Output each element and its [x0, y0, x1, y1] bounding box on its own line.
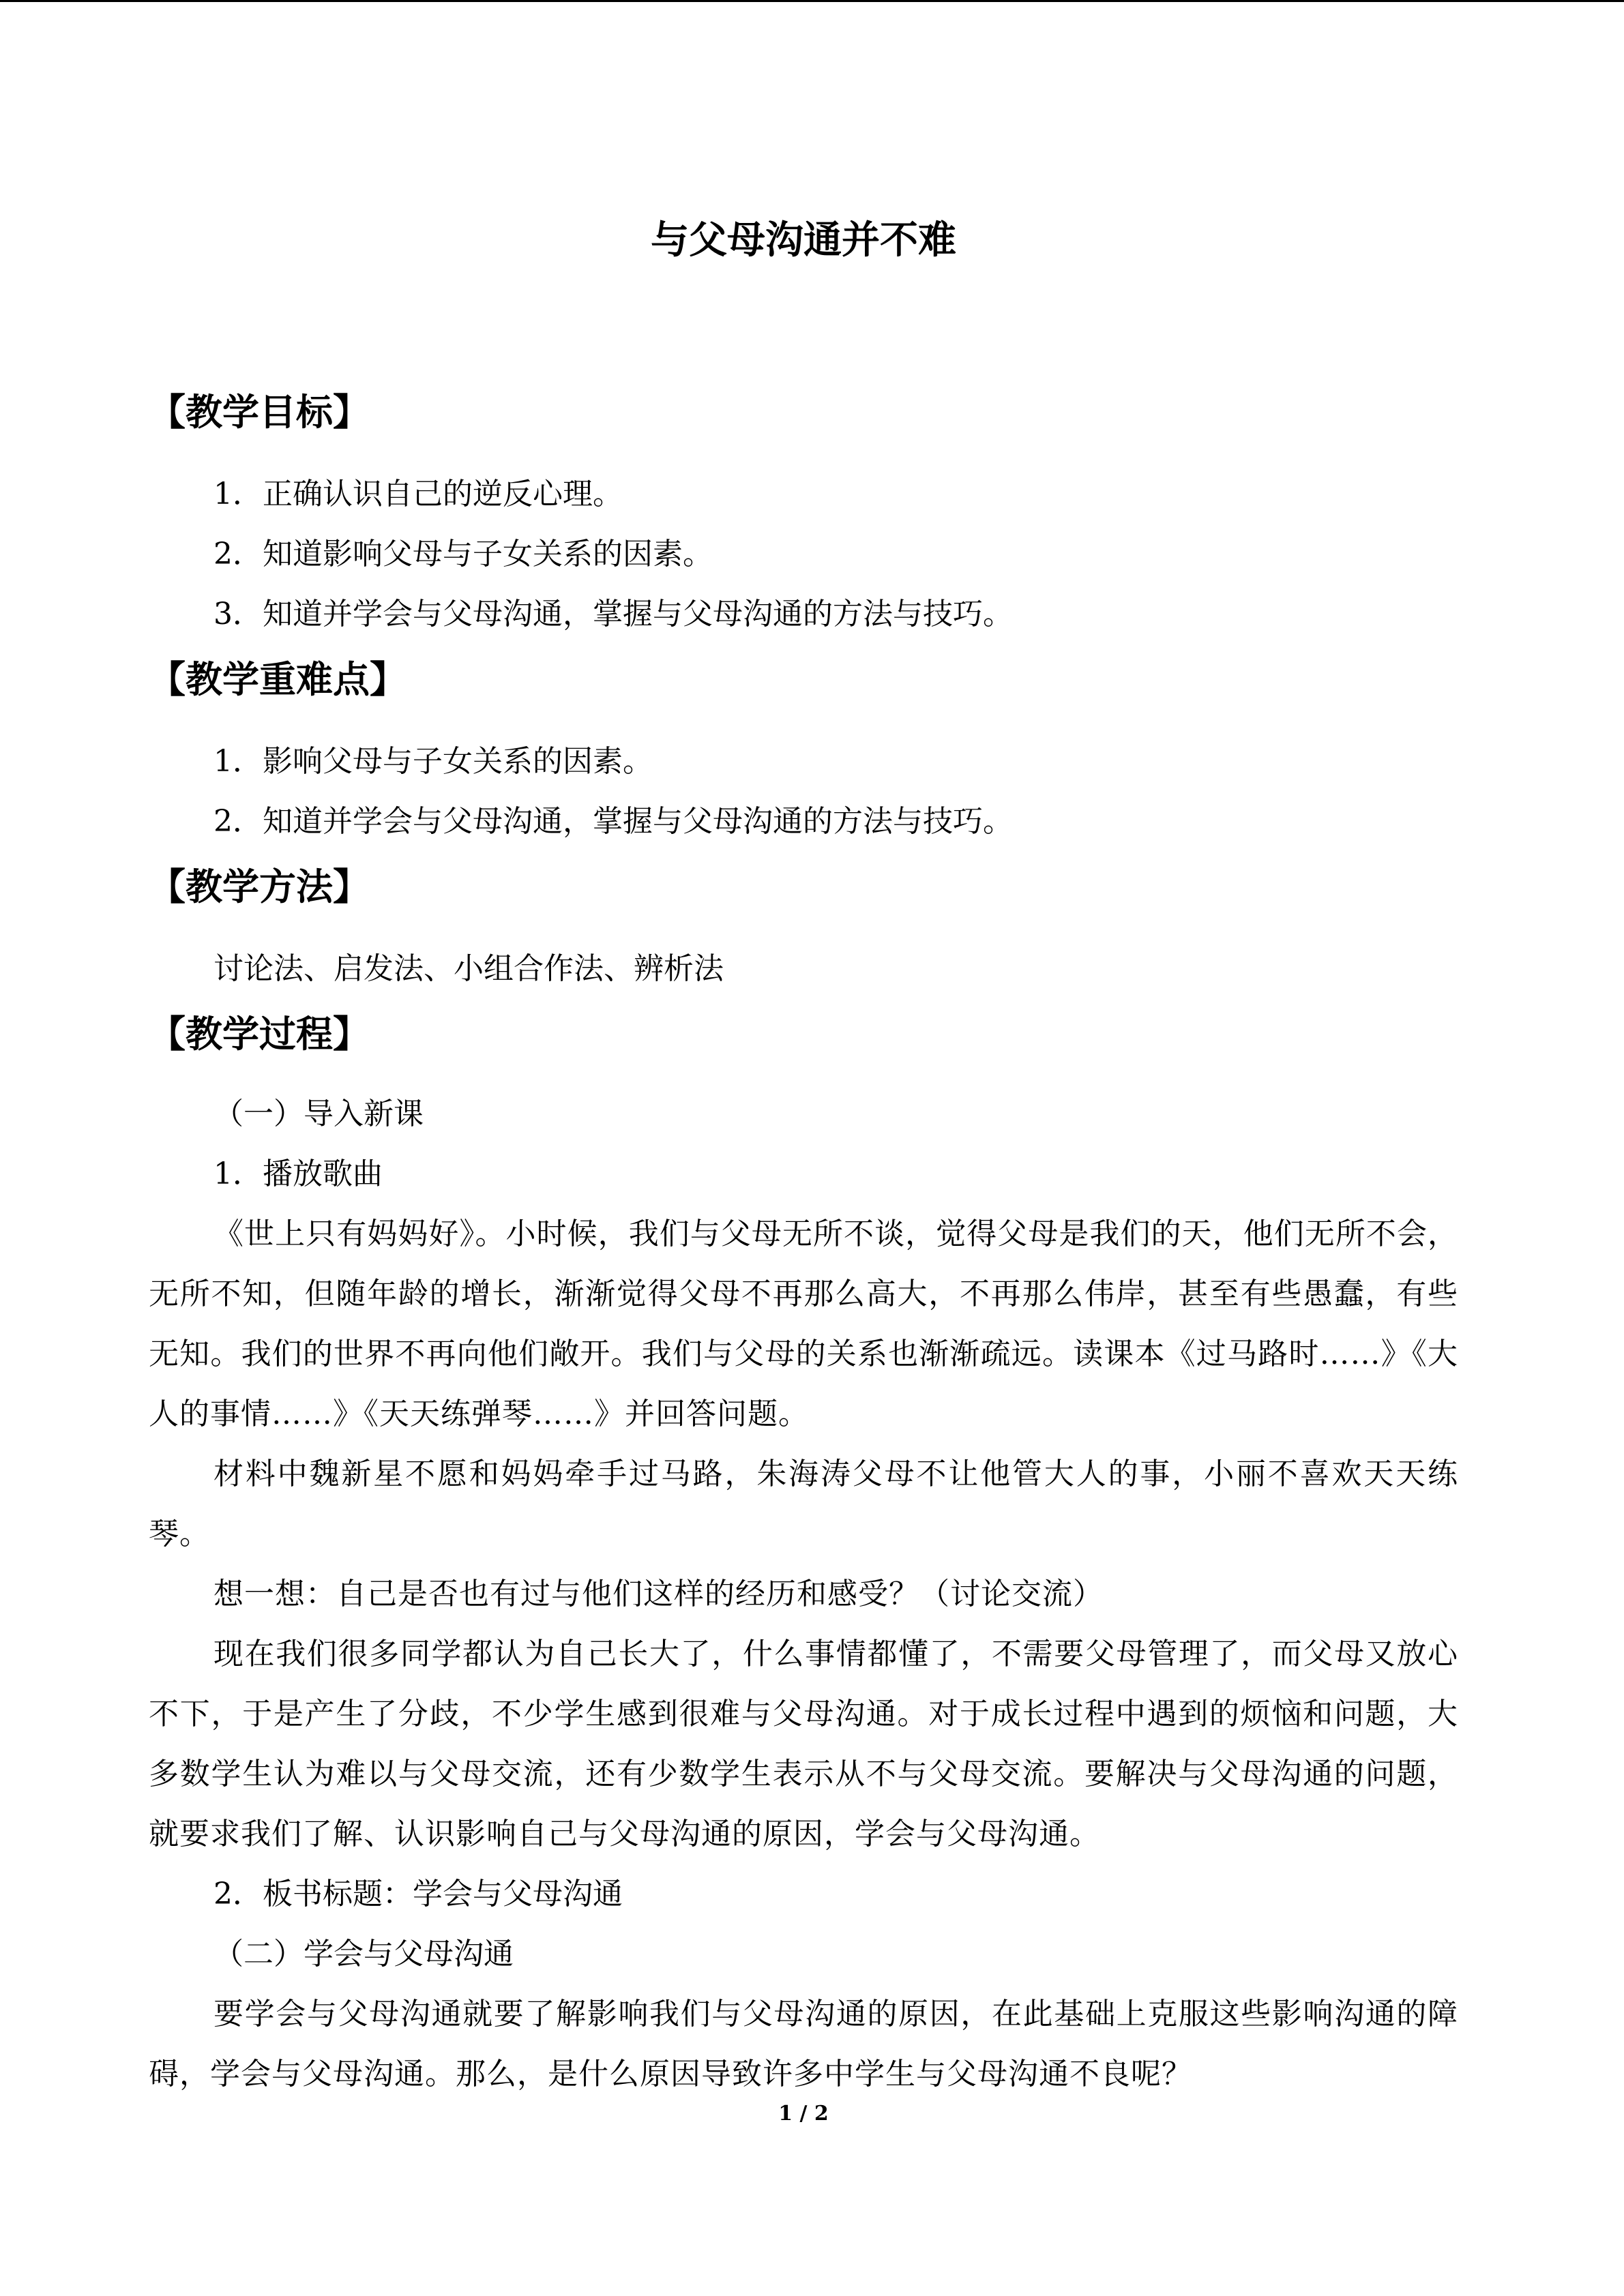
process-paragraph-1: 《世上只有妈妈好》。小时候，我们与父母无所不谈，觉得父母是我们的天，他们无所不会，无所不知，但随年龄的增长，渐渐觉得父母不再那么高大，不再那么伟岸，甚至有些愚蠢，有些无知。我们的世界不再向他们敞开。我们与父母的关系也渐渐疏远。读课本《过马路时……》《大人的事情……》《天天练弹琴……》并回答问题。 [149, 1217, 1458, 1431]
document-title: 与父母沟通并不难 [651, 218, 956, 263]
methods-text: 讨论法、启发法、小组合作法、辨析法 [213, 951, 724, 986]
process-step1-title: （一）导入新课 [213, 1097, 424, 1131]
goal-item-1: 1．正确认识自己的逆反心理。 [213, 477, 623, 511]
top-border-line [0, 0, 1624, 2]
heading-key-points: 【教学重难点】 [149, 658, 407, 701]
key-point-item-2: 2．知道并学会与父母沟通，掌握与父母沟通的方法与技巧。 [213, 804, 1013, 839]
goal-item-3: 3．知道并学会与父母沟通，掌握与父母沟通的方法与技巧。 [213, 597, 1013, 631]
heading-teaching-methods: 【教学方法】 [149, 865, 370, 908]
page-number: 1 / 2 [778, 2102, 829, 2126]
process-paragraph-2: 材料中魏新星不愿和妈妈牵手过马路，朱海涛父母不让他管大人的事，小丽不喜欢天天练琴。 [149, 1457, 1458, 1551]
heading-teaching-process: 【教学过程】 [149, 1013, 370, 1056]
goal-item-2: 2．知道影响父母与子女关系的因素。 [213, 537, 713, 571]
process-step2-title: （二）学会与父母沟通 [213, 1937, 514, 1971]
process-step1-sub2: 2．板书标题：学会与父母沟通 [213, 1877, 623, 1911]
process-step1-sub1: 1．播放歌曲 [213, 1157, 383, 1191]
process-paragraph-4: 现在我们很多同学都认为自己长大了，什么事情都懂了，不需要父母管理了，而父母又放心不下，于是产生了分歧，不少学生感到很难与父母沟通。对于成长过程中遇到的烦恼和问题，大多数学生认为难以与父母交流，还有少数学生表示从不与父母交流。要解决与父母沟通的问题，就要求我们了解、认识影响自己与父母沟通的原因，学会与父母沟通。 [149, 1637, 1458, 1851]
heading-teaching-goals: 【教学目标】 [149, 391, 370, 434]
process-paragraph-3: 想一想：自己是否也有过与他们这样的经历和感受？（讨论交流） [213, 1577, 1104, 1611]
key-point-item-1: 1．影响父母与子女关系的因素。 [213, 744, 653, 779]
process-paragraph-5: 要学会与父母沟通就要了解影响我们与父母沟通的原因，在此基础上克服这些影响沟通的障碍，学会与父母沟通。那么，是什么原因导致许多中学生与父母沟通不良呢？ [149, 1997, 1458, 2091]
